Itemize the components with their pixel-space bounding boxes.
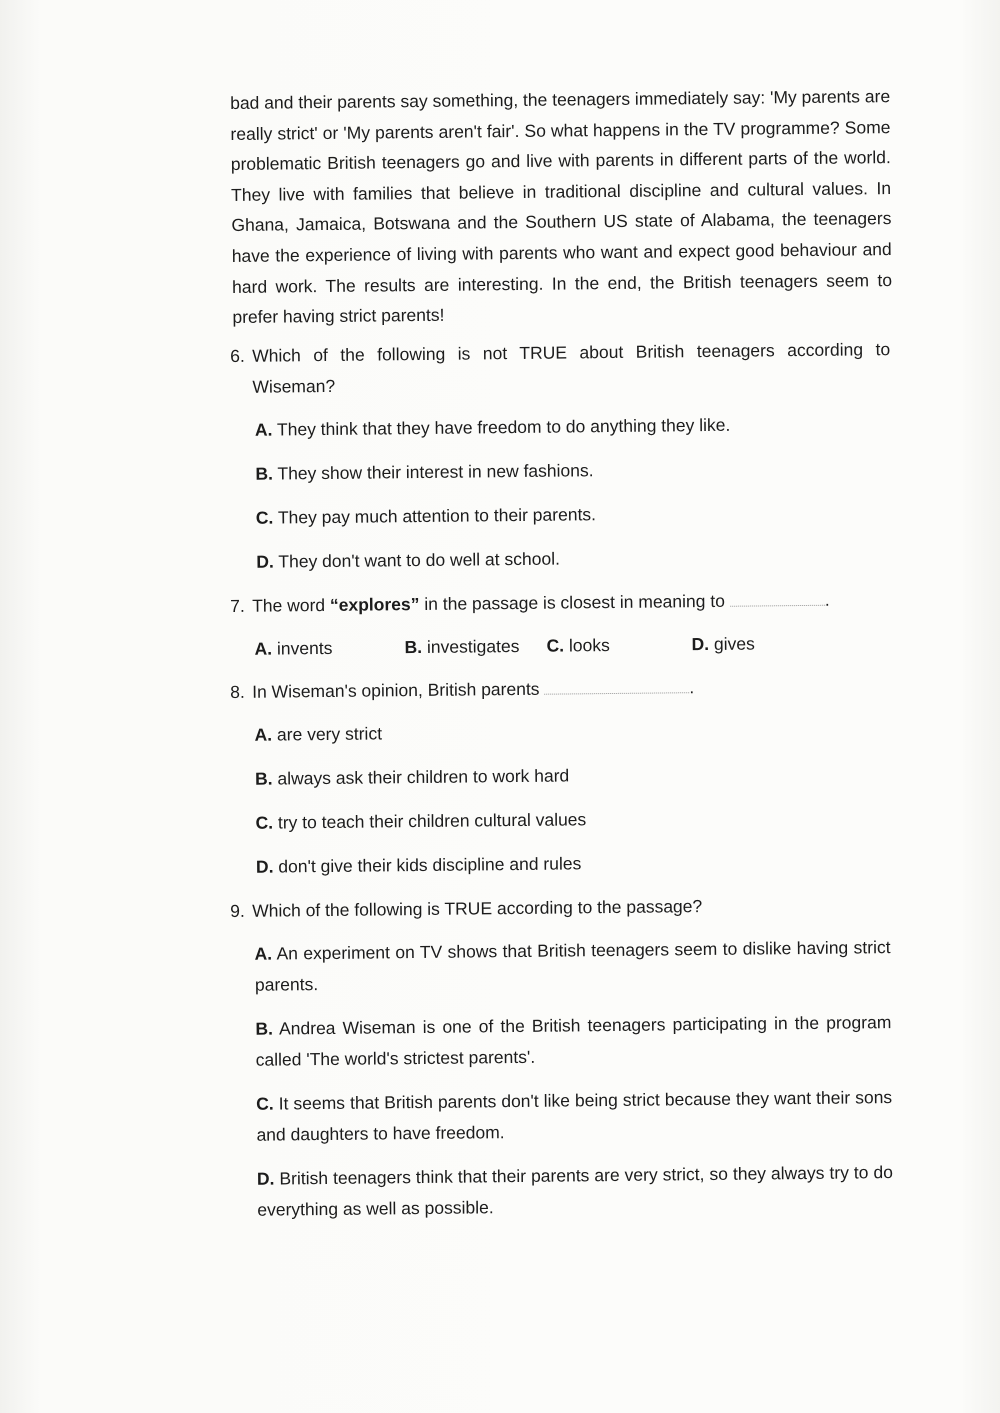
option-text: It seems that British parents don't like being strict because they want their sons and daughters to have freedom.: [256, 1086, 893, 1145]
option-d[interactable]: [256, 845, 892, 883]
option-d[interactable]: [691, 628, 755, 660]
option-text: They pay much attention to their parents.: [277, 503, 597, 528]
option-text: British teenagers think that their parents are very strict, so they always try to do everything as well as possible.: [257, 1161, 894, 1220]
option-d[interactable]: [256, 540, 892, 578]
option-letter: B.: [404, 636, 423, 657]
answer-blank[interactable]: [730, 591, 825, 607]
option-text: They don't want to do well at school.: [278, 548, 561, 572]
option-b[interactable]: [255, 757, 891, 795]
option-letter: C.: [546, 635, 565, 656]
option-text: always ask their children to work hard: [277, 765, 570, 789]
stem-keyword: “explores”: [329, 593, 420, 615]
answer-options: [254, 713, 892, 883]
option-text: are very strict: [276, 723, 383, 745]
option-text: looks: [568, 634, 610, 656]
option-c[interactable]: [256, 1082, 893, 1151]
question-7: [230, 584, 891, 665]
stem-end: .: [824, 589, 830, 610]
option-letter: A.: [254, 419, 273, 440]
option-text: try to teach their children cultural values: [277, 809, 587, 833]
question-6: [230, 334, 892, 578]
option-letter: D.: [691, 633, 710, 654]
question-number: 7.: [230, 595, 245, 616]
answer-options: [254, 932, 893, 1226]
option-a[interactable]: [254, 713, 890, 751]
question-text: Which of the following is not TRUE about British teenagers according to Wiseman?: [252, 338, 891, 397]
option-letter: B.: [254, 768, 273, 789]
question-stem: [230, 334, 891, 403]
option-letter: C.: [255, 812, 274, 833]
option-text: Andrea Wiseman is one of the British teenagers participating in the program called 'The world's strictest parents'.: [255, 1011, 892, 1070]
option-letter: A.: [254, 638, 273, 659]
stem-before: The word: [252, 594, 331, 616]
option-a[interactable]: [254, 632, 404, 665]
reading-passage: bad and their parents say something, the teenagers immediately say: 'My parents are really strict' or 'My parents aren't fair'. So what happens in the TV programme? Some problematic British teenagers go and live with parents in different parts of the world. They live with families that believe in traditional discipline and cultural values. In Ghana, Jamaica, Botswana and the Southern US state of Alabama, the teenagers have the experience of living with parents who want and expect good behaviour and hard work. The results are interesting. In the end, the British teenagers seem to prefer having strict parents!: [230, 86, 893, 328]
option-text: They show their interest in new fashions.: [277, 459, 594, 484]
option-c[interactable]: [256, 496, 892, 534]
option-text: don't give their kids discipline and rules: [278, 853, 582, 877]
stem-end: .: [689, 676, 695, 697]
option-b[interactable]: [255, 1007, 892, 1076]
option-letter: B.: [255, 1018, 273, 1039]
option-text: They think that they have freedom to do anything they like.: [276, 414, 731, 440]
option-text: gives: [713, 633, 755, 654]
question-text: Which of the following is TRUE according to the passage?: [252, 895, 703, 921]
option-b[interactable]: [404, 630, 546, 662]
question-stem: [230, 584, 890, 622]
stem-text: In Wiseman's opinion, British parents: [252, 678, 540, 702]
question-stem: [230, 670, 890, 708]
option-text: invents: [276, 637, 333, 659]
question-8: [230, 670, 892, 883]
option-letter: D.: [255, 856, 274, 877]
option-letter: C.: [256, 1093, 274, 1114]
option-letter: C.: [255, 507, 274, 528]
answer-options: [255, 408, 893, 578]
option-letter: B.: [255, 463, 273, 484]
stem-after: in the passage is closest in meaning to: [419, 590, 726, 614]
option-c[interactable]: [255, 801, 891, 839]
option-d[interactable]: [257, 1157, 894, 1226]
option-letter: D.: [256, 551, 274, 572]
answer-options: [254, 627, 890, 665]
option-letter: A.: [254, 943, 273, 964]
question-text: [252, 584, 890, 622]
option-letter: D.: [256, 1168, 275, 1189]
option-b[interactable]: [255, 452, 891, 490]
option-text: An experiment on TV shows that British teenagers seem to dislike having strict parents.: [254, 936, 891, 995]
answer-blank[interactable]: [544, 678, 689, 695]
worksheet-content: [230, 86, 894, 1239]
question-number: 6.: [230, 345, 245, 366]
question-number: 9.: [230, 900, 245, 921]
option-text: investigates: [426, 635, 520, 657]
option-a[interactable]: [255, 408, 891, 446]
question-number: 8.: [230, 681, 245, 702]
option-c[interactable]: [546, 629, 691, 662]
question-stem: [230, 889, 890, 927]
question-9: [230, 889, 893, 1226]
question-text: [252, 670, 890, 708]
option-letter: A.: [254, 724, 273, 745]
options-row: [254, 627, 890, 665]
option-a[interactable]: [254, 932, 891, 1001]
